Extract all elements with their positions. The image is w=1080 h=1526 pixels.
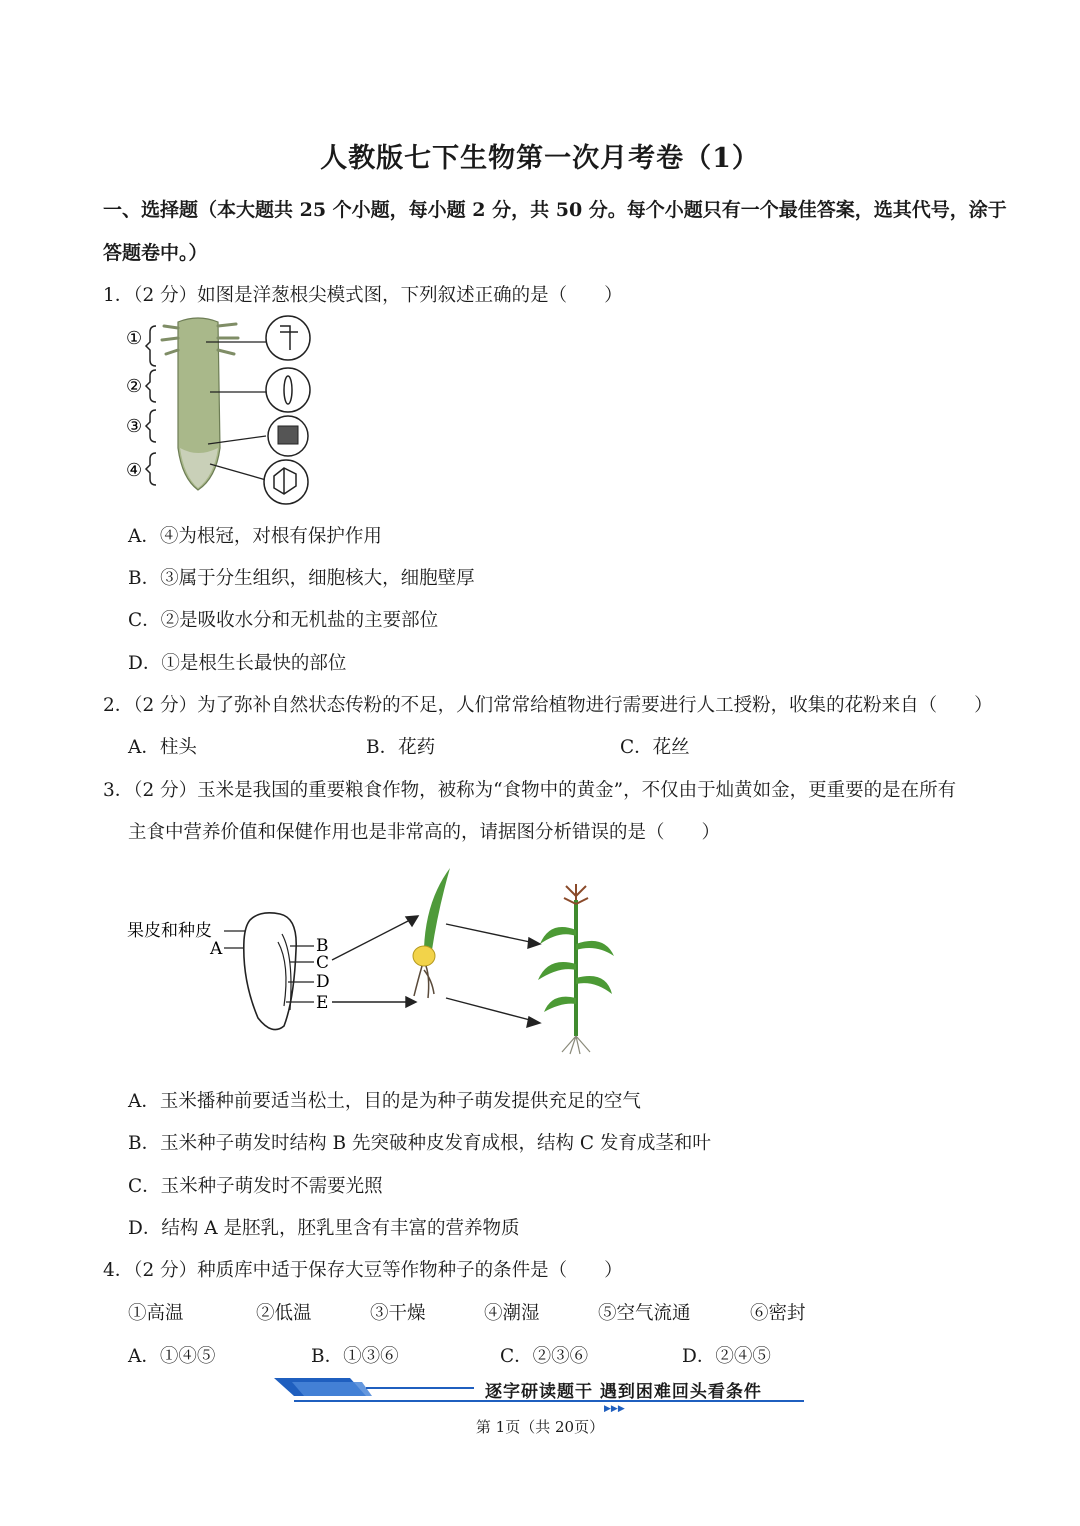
brace-1 (146, 326, 156, 366)
question-3-stem-cont: 主食中营养价值和保健作用也是非常高的，请据图分析错误的是（ ） (128, 822, 721, 843)
q3-option-a: A．玉米播种前要适当松土，目的是为种子萌发提供充足的空气 (128, 1091, 641, 1112)
q4-condition-1: ①高温 (128, 1303, 184, 1324)
corn-roots (562, 1036, 590, 1054)
q2-option-b: B．花药 (366, 737, 436, 758)
section-heading: 一、选择题（本大题共 25 个小题，每小题 2 分，共 50 分。每个小题只有一个最佳答案，选其代号，涂于 (103, 199, 1007, 221)
q4-condition-4: ④潮湿 (484, 1303, 540, 1324)
fig3-label-e: E (316, 993, 329, 1013)
banner-text: 逐字研读题干 遇到困难回头看条件 (485, 1382, 762, 1402)
question-3-stem: 3．（2 分）玉米是我国的重要粮食作物，被称为“食物中的黄金”，不仅由于灿黄如金，更重要的是在所有 (103, 780, 957, 801)
seedling-roots (414, 966, 434, 998)
growth-arrows (332, 916, 540, 1027)
brace-4 (146, 453, 156, 485)
section-heading-cont: 答题卷中。） (103, 242, 208, 264)
q4-condition-5: ⑤空气流通 (598, 1303, 691, 1324)
banner-stripe-light (292, 1382, 372, 1396)
q4-condition-3: ③干燥 (370, 1303, 426, 1324)
q1-option-c: C．②是吸收水分和无机盐的主要部位 (128, 610, 439, 631)
fig3-label-c: C (316, 953, 330, 973)
seedling-leaf (424, 868, 450, 950)
q4-condition-6: ⑥密封 (750, 1303, 806, 1324)
q1-option-a: A．④为根冠，对根有保护作用 (128, 526, 382, 547)
q3-option-c: C．玉米种子萌发时不需要光照 (128, 1176, 383, 1197)
question-1-stem: 1．（2 分）如图是洋葱根尖模式图，下列叙述正确的是（ ） (103, 285, 623, 306)
q2-option-a: A．柱头 (128, 737, 197, 758)
corn-kernel (244, 913, 296, 1030)
fig3-label-d: D (316, 972, 330, 992)
q3-option-d: D．结构 A 是胚乳，胚乳里含有丰富的营养物质 (128, 1218, 520, 1239)
onion-root-tip-figure (120, 308, 320, 508)
fig3-label-a: A (210, 939, 223, 959)
fig1-label-3: ③ (126, 416, 143, 437)
cell-circle-1 (266, 316, 310, 360)
question-2-stem: 2．（2 分）为了弥补自然状态传粉的不足，人们常常给植物进行需要进行人工授粉，收集的花粉来自（ ） (103, 695, 993, 716)
q4-condition-2: ②低温 (256, 1303, 312, 1324)
q4-option-d: D．②④⑤ (682, 1346, 771, 1367)
fig1-label-4: ④ (126, 460, 143, 481)
fig1-label-1: ① (126, 328, 143, 349)
q3-option-b: B．玉米种子萌发时结构 B 先突破种皮发育成根，结构 C 发育成茎和叶 (128, 1133, 711, 1154)
q1-option-d: D．①是根生长最快的部位 (128, 653, 347, 674)
q4-option-c: C．②③⑥ (500, 1346, 589, 1367)
fig1-label-2: ② (126, 376, 143, 397)
question-4-stem: 4．（2 分）种质库中适于保存大豆等作物种子的条件是（ ） (103, 1260, 623, 1281)
page-number: 第 1页（共 20页） (475, 1418, 605, 1436)
q4-option-b: B．①③⑥ (311, 1346, 399, 1367)
seedling-seed (413, 946, 435, 966)
fig3-label-b: B (316, 936, 329, 956)
fig3-label-pericarp: 果皮和种皮 (127, 921, 212, 941)
page-title: 人教版七下生物第一次月考卷（1） (320, 143, 760, 174)
root-cap (180, 448, 218, 488)
q1-option-b: B．③属于分生组织，细胞核大，细胞壁厚 (128, 568, 475, 589)
q4-option-a: A．①④⑤ (128, 1346, 216, 1367)
q2-option-c: C．花丝 (620, 737, 690, 758)
brace-2 (146, 370, 156, 402)
cell-circle-2 (266, 368, 310, 412)
cell-circle-4 (264, 460, 308, 504)
banner-arrows: ▶▶▶ (604, 1404, 625, 1412)
corn-seed-figure (120, 860, 620, 1060)
brace-3 (146, 410, 156, 442)
